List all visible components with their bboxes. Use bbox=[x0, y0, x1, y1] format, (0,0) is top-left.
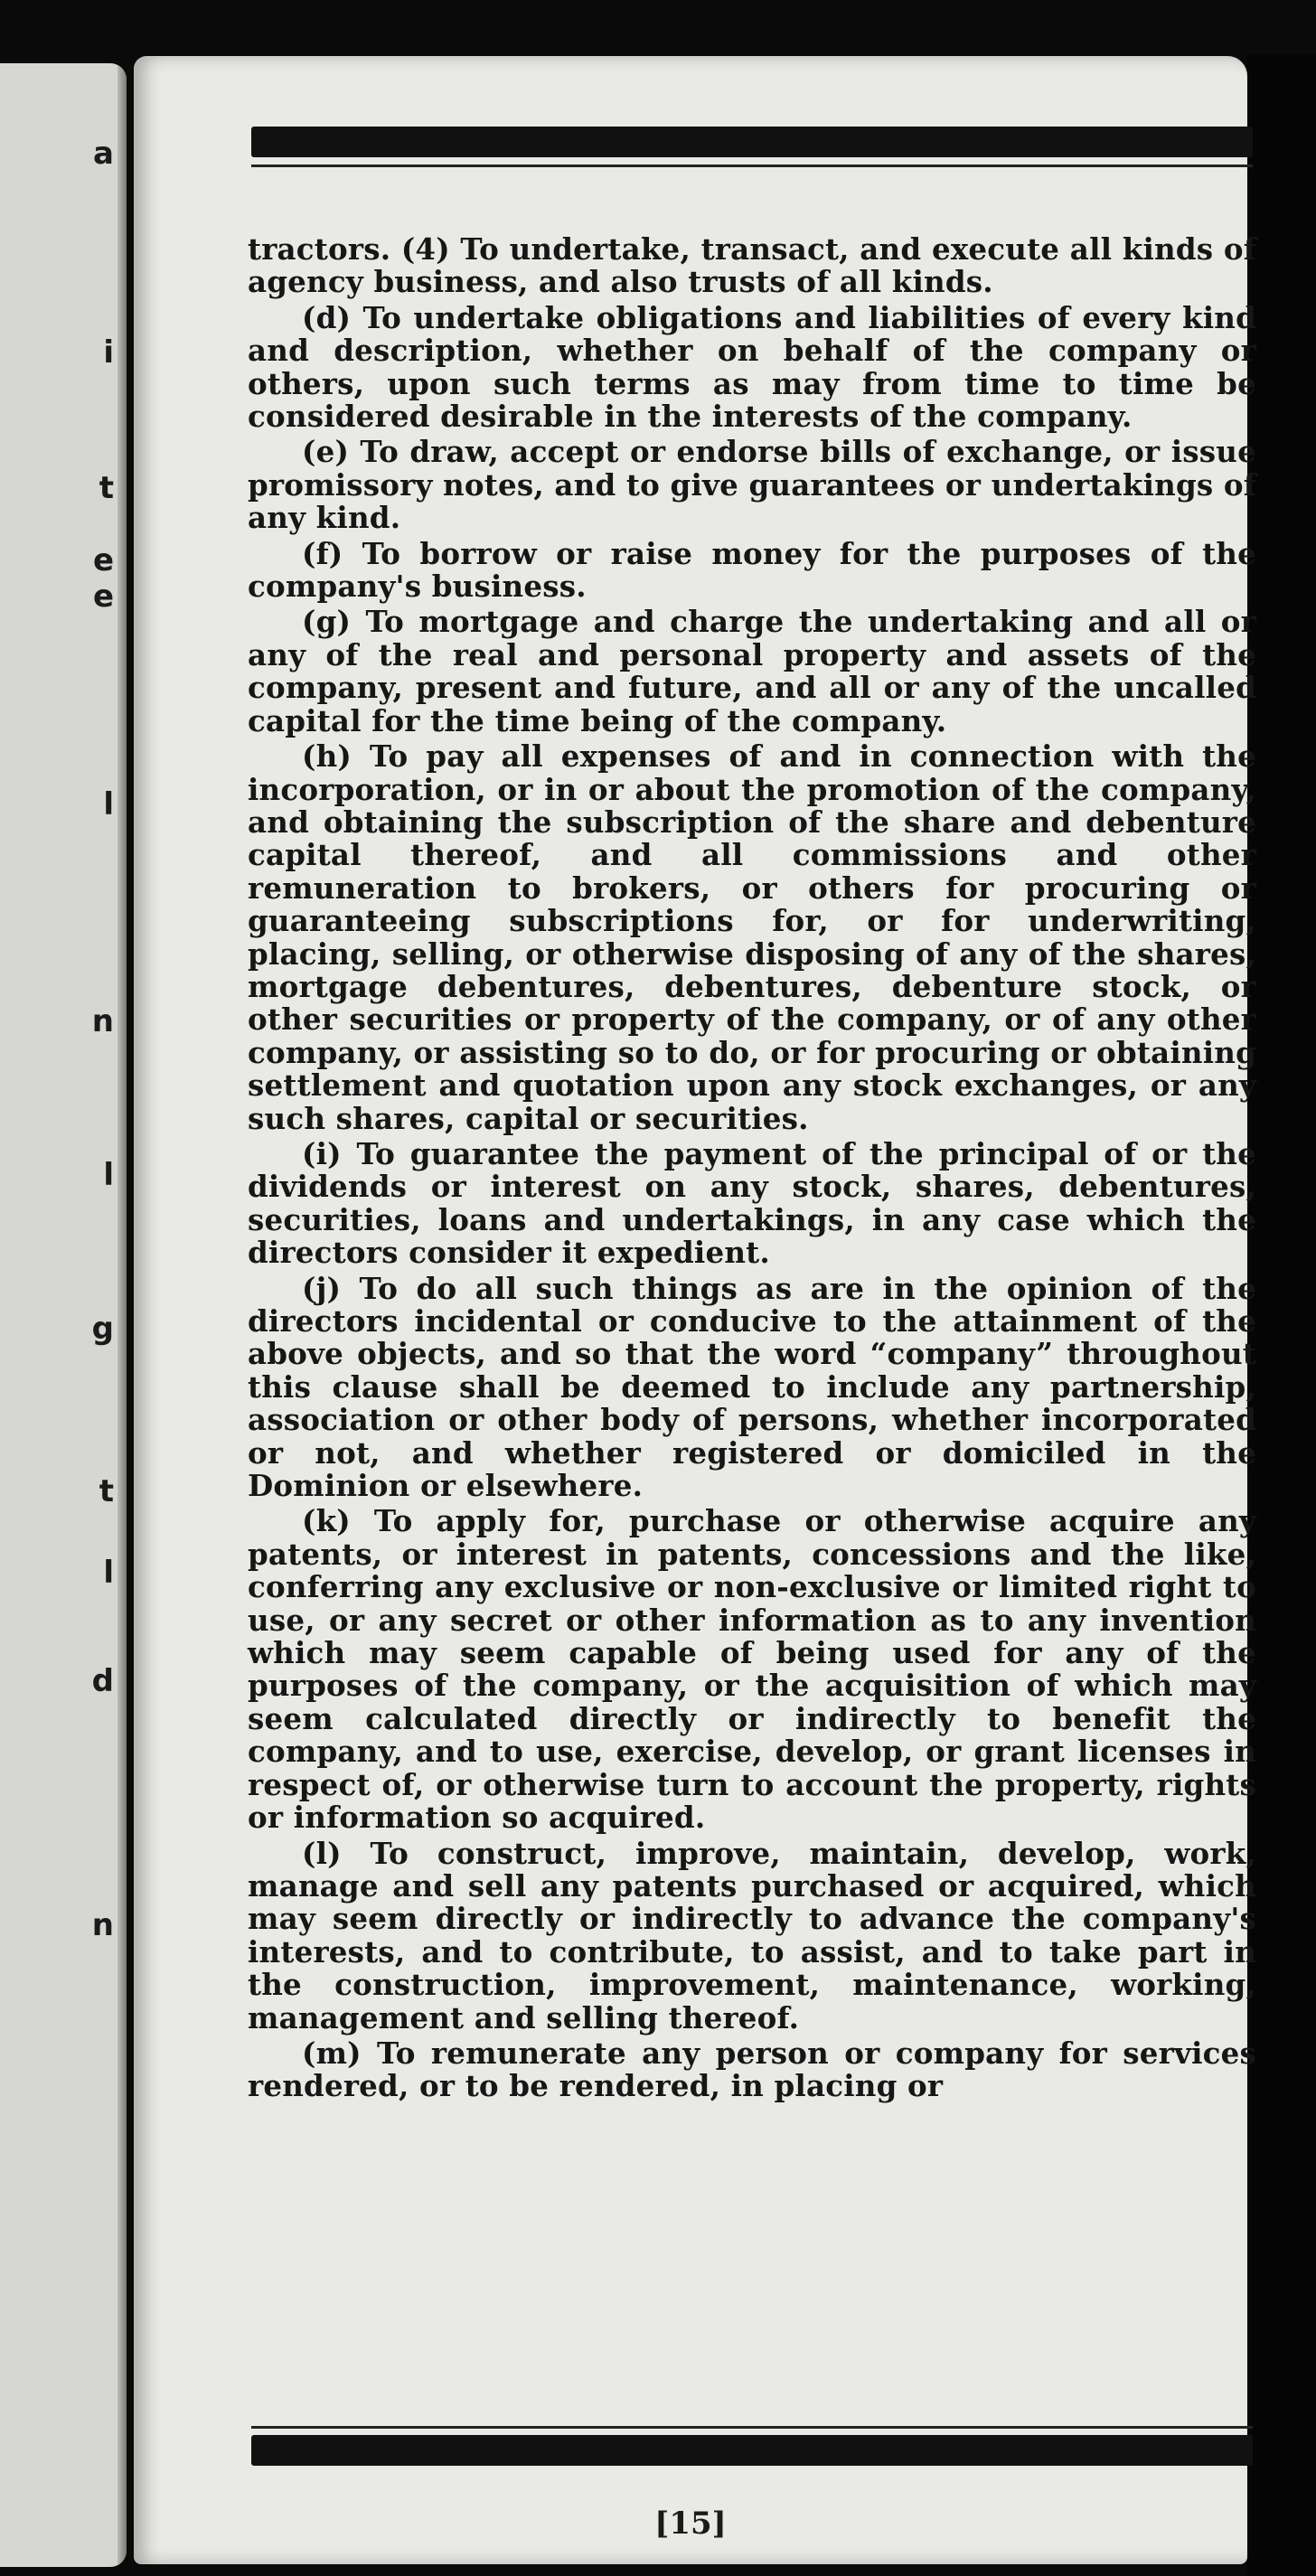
left-page-fragment: e bbox=[92, 542, 114, 578]
left-page-fragment: t bbox=[99, 470, 114, 506]
paragraph-j: (j) To do all such things as are in the opinion of the directors incidental or conducive to the attainment of the above objects, and so that the word “company” throughout this clause shall be deemed to include any partnership, association or other body of persons, whether incorporated or not, and whether registered or domiciled in the Dominion or elsewhere. bbox=[248, 1270, 1256, 1504]
footer-rule-thin bbox=[251, 2426, 1253, 2429]
paragraph-h: (h) To pay all expenses of and in connection with the incorporation, or in or about the promotion of the company, and obtaining the subscription of the share and debenture capital thereof, and all commissions and other remuneration to brokers, or others for procuring or guaranteeing subscriptions for, or for underwriting, placing, selling, or otherwise disposing of any of the shares, mortgage debentures, debentures, debenture stock, or other securities or property of the company, or of any other company, or assisting so to do, or for procuring or obtaining settlement and quotation upon any stock exchanges, or any such shares, capital or securities. bbox=[248, 738, 1256, 1136]
paragraph-k: (k) To apply for, purchase or otherwise acquire any patents, or interest in patents, concessions and the like, conferring any exclusive or non-exclusive or limited right to use, or any secret or other information as to any invention which may seem capable of being used for any of the purposes of the company, or the acquisition of which may seem calculated directly or indirectly to benefit the company, and to use, exercise, develop, or grant licenses in respect of, or otherwise turn to account the property, rights or information so acquired. bbox=[248, 1503, 1256, 1836]
left-page-edge bbox=[0, 63, 127, 2567]
left-page-fragment: n bbox=[91, 1003, 114, 1039]
page-number: [15] bbox=[654, 2505, 727, 2542]
footer-rule bbox=[251, 2435, 1253, 2466]
paragraph-e: (e) To draw, accept or endorse bills of exchange, or issue promissory notes, and to give guarantees or undertakings of any kind. bbox=[248, 434, 1256, 536]
left-page-fragment: t bbox=[99, 1473, 114, 1509]
paragraph-d: (d) To undertake obligations and liabilities of every kind and description, whether on behalf of the company or others, upon such terms as may from time to time be considered desirable in the interests of the company. bbox=[248, 299, 1256, 435]
background-edge bbox=[1247, 54, 1316, 2576]
header-rule bbox=[251, 127, 1253, 157]
left-page-fragment: i bbox=[103, 334, 114, 371]
page-body bbox=[248, 233, 1256, 2106]
left-page-fragment: e bbox=[92, 578, 114, 615]
paragraph-i: (i) To guarantee the payment of the principal of or the dividends or interest on any stock, shares, debentures, securities, loans and undertakings, in any case which the directors consider it expedient. bbox=[248, 1135, 1256, 1271]
left-page-fragment: g bbox=[91, 1311, 114, 1347]
paragraph-g: (g) To mortgage and charge the undertaking and all or any of the real and personal property and assets of the company, present and future, and all or any of the uncalled capital for the time being of the company. bbox=[248, 604, 1256, 738]
left-page-fragment: a bbox=[93, 136, 114, 172]
paragraph-c4-continuation: tractors. (4) To undertake, transact, and execute all kinds of agency business, and also trusts of all kinds. bbox=[248, 231, 1256, 300]
left-page-fragment: n bbox=[91, 1907, 114, 1943]
left-page-fragment: l bbox=[103, 1555, 114, 1591]
paragraph-f: (f) To borrow or raise money for the purposes of the company's business. bbox=[248, 535, 1256, 605]
page-gutter bbox=[118, 63, 127, 2567]
document-page bbox=[134, 56, 1256, 2564]
left-page-fragment: d bbox=[91, 1663, 114, 1699]
paragraph-l: (l) To construct, improve, maintain, develop, work, manage and sell any patents purchased or acquired, which may seem directly or indirectly to advance the company's interests, and to contribute, to assist, and to take part in the construction, improvement, maintenance, working, management and selling thereof. bbox=[248, 1835, 1256, 2035]
left-page-fragment: l bbox=[103, 786, 114, 823]
left-page-fragment: l bbox=[103, 1157, 114, 1193]
header-rule-thin bbox=[251, 165, 1253, 167]
paragraph-m: (m) To remunerate any person or company for services rendered, or to be rendered, in placing or bbox=[248, 2035, 1256, 2104]
